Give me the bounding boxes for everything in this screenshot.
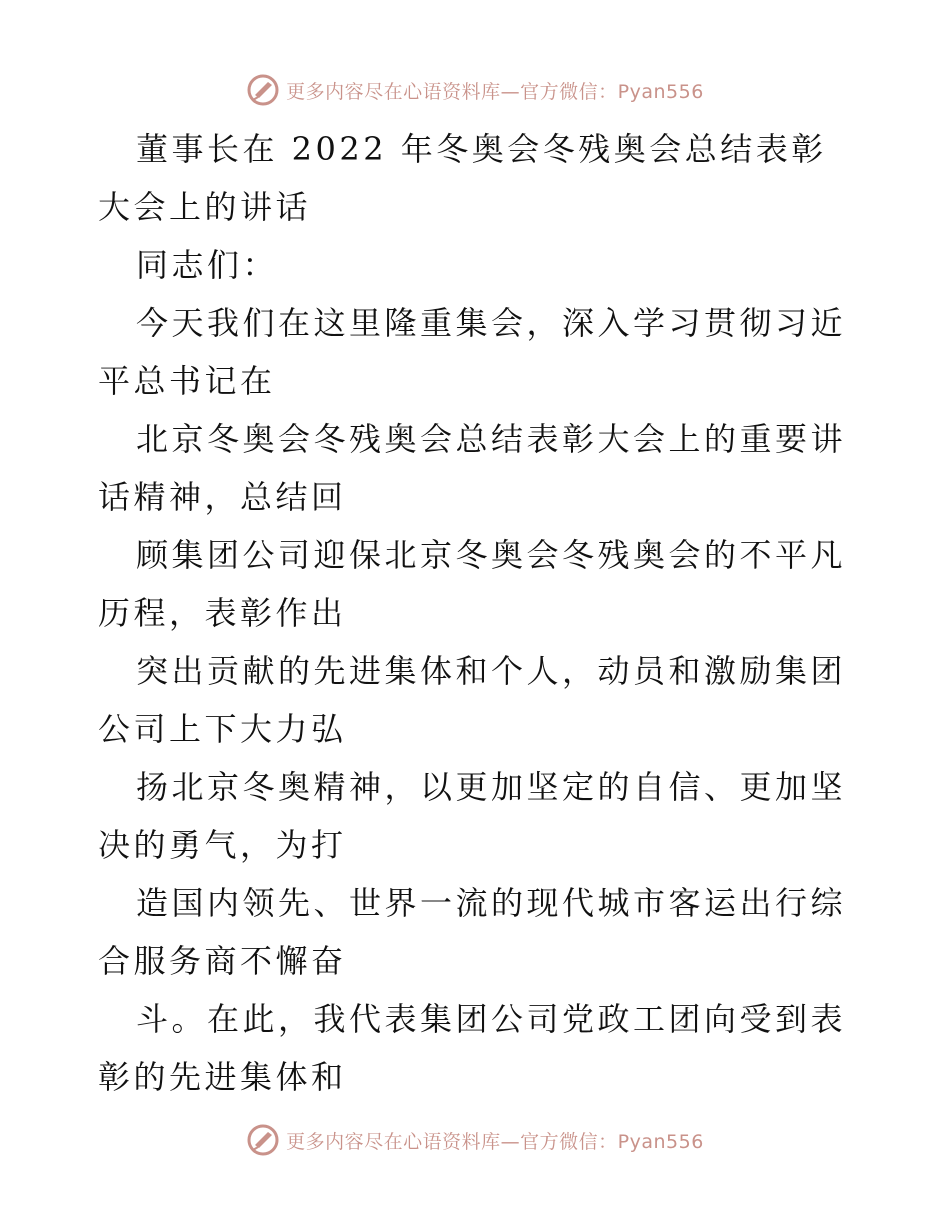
footer-watermark — [0, 1120, 950, 1160]
paragraph: 北京冬奥会冬残奥会总结表彰大会上的重要讲话精神，总结回 — [98, 420, 847, 516]
paragraph: 突出贡献的先进集体和个人，动员和激励集团公司上下大力弘 — [98, 652, 847, 748]
paragraph: 斗。在此，我代表集团公司党政工团向受到表彰的先进集体和 — [98, 1000, 847, 1096]
salutation: 同志们： — [136, 246, 279, 284]
paragraph: 扬北京冬奥精神，以更加坚定的自信、更加坚决的勇气，为打 — [98, 768, 847, 864]
paragraph: 造国内领先、世界一流的现代城市客运出行综合服务商不懈奋 — [98, 884, 847, 980]
document-title: 董事长在 2022 年冬奥会冬残奥会总结表彰大会上的讲话 — [98, 130, 827, 226]
document-body — [98, 120, 858, 1106]
watermark-text: 更多内容尽在心语资料库—官方微信：Pyan556 — [286, 1130, 704, 1153]
quill-logo-icon — [246, 1123, 280, 1157]
quill-logo-icon — [246, 73, 280, 107]
header-watermark — [0, 70, 950, 110]
watermark-text: 更多内容尽在心语资料库—官方微信：Pyan556 — [286, 80, 704, 103]
paragraph: 顾集团公司迎保北京冬奥会冬残奥会的不平凡历程，表彰作出 — [98, 536, 847, 632]
paragraph: 今天我们在这里隆重集会，深入学习贯彻习近平总书记在 — [98, 304, 847, 400]
